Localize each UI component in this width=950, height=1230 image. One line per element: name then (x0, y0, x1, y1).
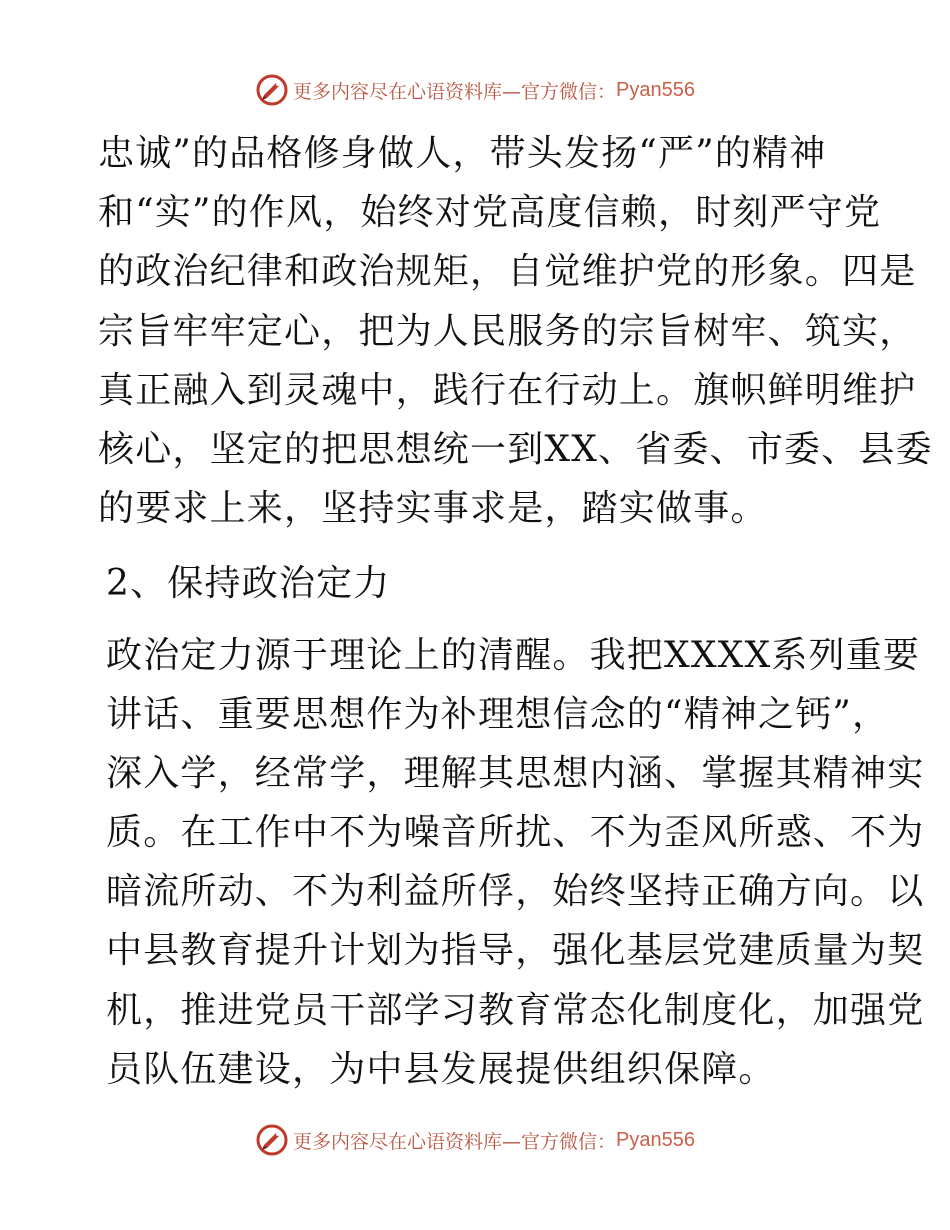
text-line: 质。在工作中不为噪音所扰、不为歪风所惑、不为 (106, 812, 925, 854)
text-line: 讲话、重要思想作为补理想信念的“精神之钙”， (106, 693, 890, 735)
footer-watermark-banner (0, 1120, 950, 1160)
text-line: 政治定力源于理论上的清醒。我把XXXX系列重要 (106, 634, 921, 676)
text-line: 暗流所动、不为利益所俘，始终坚持正确方向。以 (106, 871, 925, 913)
text-line: 中县教育提升计划为指导，强化基层党建质量为契 (106, 930, 925, 972)
text-line: 机，推进党员干部学习教育常态化制度化，加强党 (106, 989, 925, 1031)
logo-icon (255, 73, 289, 107)
header-watermark-banner (0, 70, 950, 110)
text-line: 忠诚”的品格修身做人，带头发扬“严”的精神 (98, 133, 827, 174)
text-line: 员队伍建设，为中县发展提供组织保障。 (106, 1048, 776, 1090)
paragraph-1 (98, 124, 933, 538)
text-line: 真正融入到灵魂中，践行在行动上。旗帜鲜明维护 (98, 369, 917, 411)
logo-icon (255, 1123, 289, 1157)
section-heading: 2、保持政治定力 (106, 563, 391, 605)
paragraph-2 (98, 626, 925, 1100)
text-line: 宗旨牢牢定心，把为人民服务的宗旨树牢、筑实， (98, 310, 917, 352)
text-line: 和“实”的作风，始终对党高度信赖，时刻严守党 (98, 192, 882, 234)
banner-wechat-id: Pyan556 (616, 1128, 695, 1151)
text-line: 深入学，经常学，理解其思想内涵、掌握其精神实 (106, 752, 925, 794)
banner-text: 更多内容尽在心语资料库—官方微信： (293, 80, 617, 103)
text-line: 的要求上来，坚持实事求是，踏实做事。 (98, 488, 768, 530)
text-line: 核心，坚定的把思想统一到XX、省委、市委、县委 (98, 428, 933, 470)
document-body (98, 124, 933, 1099)
text-line: 的政治纪律和政治规矩，自觉维护党的形象。四是 (98, 251, 917, 293)
banner-text: 更多内容尽在心语资料库—官方微信： (293, 1130, 617, 1153)
banner-wechat-id: Pyan556 (616, 78, 695, 101)
